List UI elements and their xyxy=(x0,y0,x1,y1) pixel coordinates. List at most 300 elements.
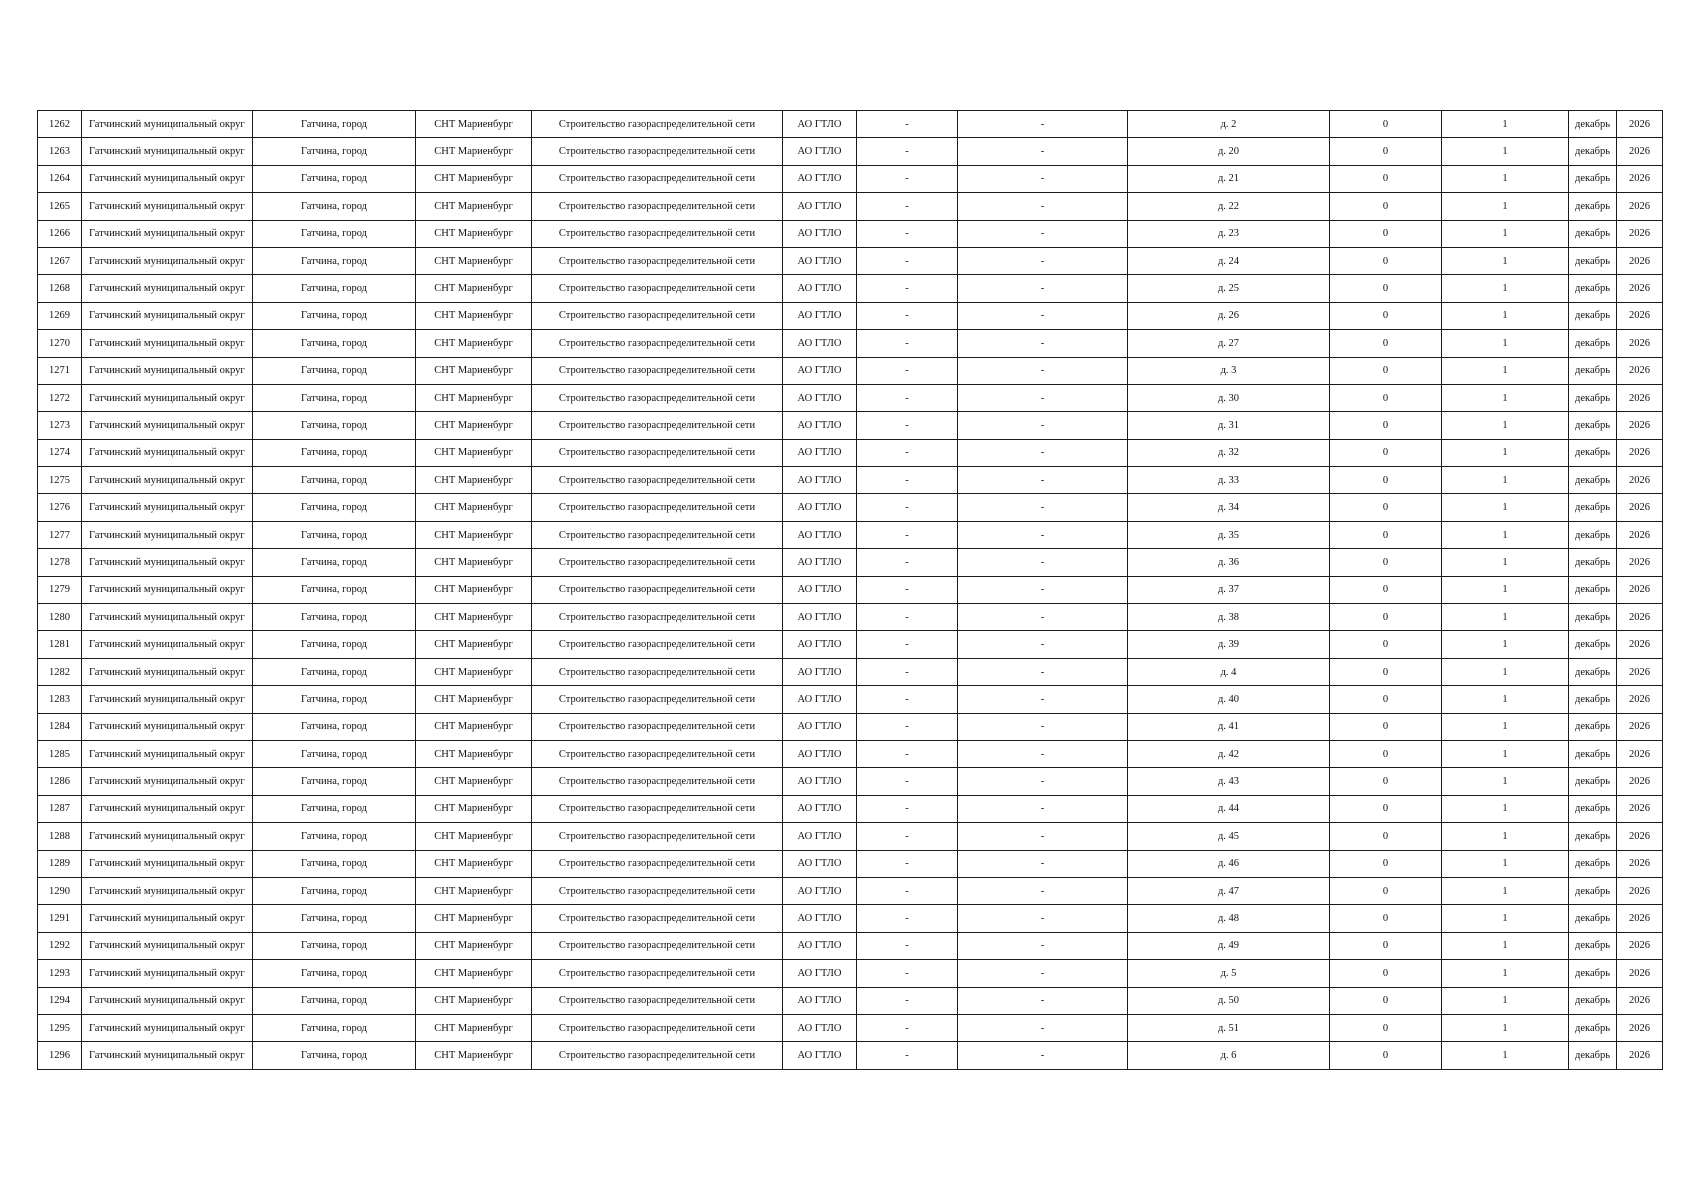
cell-organization: АО ГТЛО xyxy=(783,384,857,411)
cell-district: Гатчинский муниципальный округ xyxy=(82,494,253,521)
cell-row-number: 1265 xyxy=(38,193,82,220)
cell-building: - xyxy=(958,138,1128,165)
cell-value-b: 1 xyxy=(1442,987,1569,1014)
cell-organization: АО ГТЛО xyxy=(783,877,857,904)
cell-value-a: 0 xyxy=(1330,877,1442,904)
cell-building: - xyxy=(958,576,1128,603)
cell-row-number: 1278 xyxy=(38,549,82,576)
cell-work-type: Строительство газораспределительной сети xyxy=(532,302,783,329)
table-row xyxy=(38,905,1663,932)
cell-organization: АО ГТЛО xyxy=(783,768,857,795)
cell-district: Гатчинский муниципальный округ xyxy=(82,658,253,685)
cell-building: - xyxy=(958,467,1128,494)
cell-month: декабрь xyxy=(1569,439,1617,466)
cell-locality: Гатчина, город xyxy=(253,330,416,357)
cell-value-a: 0 xyxy=(1330,494,1442,521)
cell-building: - xyxy=(958,165,1128,192)
cell-value-a: 0 xyxy=(1330,357,1442,384)
cell-locality: Гатчина, город xyxy=(253,713,416,740)
cell-district: Гатчинский муниципальный округ xyxy=(82,877,253,904)
cell-work-type: Строительство газораспределительной сети xyxy=(532,823,783,850)
cell-row-number: 1274 xyxy=(38,439,82,466)
table-row xyxy=(38,987,1663,1014)
cell-district: Гатчинский муниципальный округ xyxy=(82,604,253,631)
cell-locality: Гатчина, город xyxy=(253,384,416,411)
cell-building: - xyxy=(958,960,1128,987)
cell-work-type: Строительство газораспределительной сети xyxy=(532,631,783,658)
cell-settlement: СНТ Мариенбург xyxy=(416,275,532,302)
cell-district: Гатчинский муниципальный округ xyxy=(82,111,253,138)
cell-locality: Гатчина, город xyxy=(253,302,416,329)
cell-settlement: СНТ Мариенбург xyxy=(416,111,532,138)
cell-street: - xyxy=(857,987,958,1014)
cell-building: - xyxy=(958,1014,1128,1041)
cell-value-a: 0 xyxy=(1330,850,1442,877)
cell-district: Гатчинский муниципальный округ xyxy=(82,138,253,165)
cell-locality: Гатчина, город xyxy=(253,275,416,302)
cell-locality: Гатчина, город xyxy=(253,439,416,466)
cell-month: декабрь xyxy=(1569,713,1617,740)
cell-value-a: 0 xyxy=(1330,247,1442,274)
cell-work-type: Строительство газораспределительной сети xyxy=(532,521,783,548)
cell-value-a: 0 xyxy=(1330,193,1442,220)
cell-row-number: 1284 xyxy=(38,713,82,740)
cell-building: - xyxy=(958,987,1128,1014)
cell-work-type: Строительство газораспределительной сети xyxy=(532,740,783,767)
cell-value-a: 0 xyxy=(1330,631,1442,658)
cell-locality: Гатчина, город xyxy=(253,412,416,439)
cell-street: - xyxy=(857,877,958,904)
cell-locality: Гатчина, город xyxy=(253,631,416,658)
cell-year: 2026 xyxy=(1617,905,1663,932)
table-row xyxy=(38,932,1663,959)
cell-district: Гатчинский муниципальный округ xyxy=(82,850,253,877)
table-row xyxy=(38,1042,1663,1069)
cell-year: 2026 xyxy=(1617,604,1663,631)
cell-year: 2026 xyxy=(1617,247,1663,274)
cell-street: - xyxy=(857,576,958,603)
cell-value-b: 1 xyxy=(1442,494,1569,521)
cell-settlement: СНТ Мариенбург xyxy=(416,740,532,767)
cell-street: - xyxy=(857,850,958,877)
cell-month: декабрь xyxy=(1569,686,1617,713)
cell-settlement: СНТ Мариенбург xyxy=(416,494,532,521)
cell-locality: Гатчина, город xyxy=(253,165,416,192)
cell-month: декабрь xyxy=(1569,330,1617,357)
cell-house: д. 51 xyxy=(1128,1014,1330,1041)
cell-organization: АО ГТЛО xyxy=(783,220,857,247)
cell-row-number: 1295 xyxy=(38,1014,82,1041)
cell-settlement: СНТ Мариенбург xyxy=(416,713,532,740)
cell-organization: АО ГТЛО xyxy=(783,905,857,932)
cell-value-b: 1 xyxy=(1442,905,1569,932)
cell-street: - xyxy=(857,932,958,959)
cell-work-type: Строительство газораспределительной сети xyxy=(532,768,783,795)
cell-year: 2026 xyxy=(1617,302,1663,329)
table-row xyxy=(38,960,1663,987)
cell-locality: Гатчина, город xyxy=(253,905,416,932)
cell-year: 2026 xyxy=(1617,932,1663,959)
cell-street: - xyxy=(857,631,958,658)
cell-district: Гатчинский муниципальный округ xyxy=(82,932,253,959)
cell-row-number: 1264 xyxy=(38,165,82,192)
table-row xyxy=(38,549,1663,576)
cell-month: декабрь xyxy=(1569,193,1617,220)
cell-organization: АО ГТЛО xyxy=(783,302,857,329)
cell-district: Гатчинский муниципальный округ xyxy=(82,165,253,192)
cell-locality: Гатчина, город xyxy=(253,576,416,603)
cell-locality: Гатчина, город xyxy=(253,658,416,685)
cell-value-a: 0 xyxy=(1330,740,1442,767)
cell-month: декабрь xyxy=(1569,302,1617,329)
cell-value-b: 1 xyxy=(1442,576,1569,603)
cell-locality: Гатчина, город xyxy=(253,467,416,494)
cell-building: - xyxy=(958,549,1128,576)
cell-value-b: 1 xyxy=(1442,713,1569,740)
cell-building: - xyxy=(958,740,1128,767)
cell-row-number: 1275 xyxy=(38,467,82,494)
cell-row-number: 1266 xyxy=(38,220,82,247)
cell-building: - xyxy=(958,877,1128,904)
cell-organization: АО ГТЛО xyxy=(783,576,857,603)
cell-year: 2026 xyxy=(1617,165,1663,192)
cell-year: 2026 xyxy=(1617,439,1663,466)
cell-month: декабрь xyxy=(1569,165,1617,192)
cell-house: д. 30 xyxy=(1128,384,1330,411)
cell-settlement: СНТ Мариенбург xyxy=(416,658,532,685)
cell-row-number: 1272 xyxy=(38,384,82,411)
table-row xyxy=(38,138,1663,165)
cell-year: 2026 xyxy=(1617,768,1663,795)
cell-district: Гатчинский муниципальный округ xyxy=(82,302,253,329)
cell-work-type: Строительство газораспределительной сети xyxy=(532,576,783,603)
cell-month: декабрь xyxy=(1569,220,1617,247)
cell-house: д. 49 xyxy=(1128,932,1330,959)
cell-organization: АО ГТЛО xyxy=(783,987,857,1014)
cell-value-a: 0 xyxy=(1330,905,1442,932)
cell-value-b: 1 xyxy=(1442,658,1569,685)
cell-street: - xyxy=(857,1014,958,1041)
table-row xyxy=(38,165,1663,192)
cell-building: - xyxy=(958,357,1128,384)
cell-work-type: Строительство газораспределительной сети xyxy=(532,247,783,274)
cell-street: - xyxy=(857,247,958,274)
cell-district: Гатчинский муниципальный округ xyxy=(82,768,253,795)
cell-work-type: Строительство газораспределительной сети xyxy=(532,604,783,631)
cell-value-a: 0 xyxy=(1330,549,1442,576)
cell-value-a: 0 xyxy=(1330,823,1442,850)
cell-value-a: 0 xyxy=(1330,960,1442,987)
cell-street: - xyxy=(857,604,958,631)
cell-organization: АО ГТЛО xyxy=(783,932,857,959)
cell-locality: Гатчина, город xyxy=(253,768,416,795)
cell-row-number: 1276 xyxy=(38,494,82,521)
cell-work-type: Строительство газораспределительной сети xyxy=(532,467,783,494)
cell-value-b: 1 xyxy=(1442,165,1569,192)
cell-month: декабрь xyxy=(1569,357,1617,384)
cell-settlement: СНТ Мариенбург xyxy=(416,932,532,959)
cell-month: декабрь xyxy=(1569,740,1617,767)
cell-row-number: 1270 xyxy=(38,330,82,357)
cell-value-a: 0 xyxy=(1330,384,1442,411)
cell-value-a: 0 xyxy=(1330,658,1442,685)
table-row xyxy=(38,111,1663,138)
cell-value-a: 0 xyxy=(1330,302,1442,329)
cell-row-number: 1281 xyxy=(38,631,82,658)
table-row xyxy=(38,576,1663,603)
cell-street: - xyxy=(857,823,958,850)
cell-year: 2026 xyxy=(1617,987,1663,1014)
cell-work-type: Строительство газораспределительной сети xyxy=(532,713,783,740)
cell-year: 2026 xyxy=(1617,384,1663,411)
cell-house: д. 26 xyxy=(1128,302,1330,329)
table-row xyxy=(38,330,1663,357)
cell-district: Гатчинский муниципальный округ xyxy=(82,987,253,1014)
cell-settlement: СНТ Мариенбург xyxy=(416,247,532,274)
cell-house: д. 35 xyxy=(1128,521,1330,548)
cell-year: 2026 xyxy=(1617,1014,1663,1041)
cell-district: Гатчинский муниципальный округ xyxy=(82,357,253,384)
cell-year: 2026 xyxy=(1617,658,1663,685)
cell-street: - xyxy=(857,412,958,439)
cell-building: - xyxy=(958,521,1128,548)
cell-organization: АО ГТЛО xyxy=(783,521,857,548)
table-row xyxy=(38,494,1663,521)
cell-month: декабрь xyxy=(1569,795,1617,822)
cell-street: - xyxy=(857,521,958,548)
cell-locality: Гатчина, город xyxy=(253,138,416,165)
cell-value-b: 1 xyxy=(1442,686,1569,713)
cell-month: декабрь xyxy=(1569,960,1617,987)
cell-row-number: 1288 xyxy=(38,823,82,850)
cell-house: д. 40 xyxy=(1128,686,1330,713)
cell-month: декабрь xyxy=(1569,494,1617,521)
cell-organization: АО ГТЛО xyxy=(783,330,857,357)
cell-month: декабрь xyxy=(1569,138,1617,165)
cell-organization: АО ГТЛО xyxy=(783,658,857,685)
cell-building: - xyxy=(958,439,1128,466)
cell-value-a: 0 xyxy=(1330,768,1442,795)
cell-organization: АО ГТЛО xyxy=(783,686,857,713)
cell-settlement: СНТ Мариенбург xyxy=(416,193,532,220)
cell-house: д. 3 xyxy=(1128,357,1330,384)
cell-settlement: СНТ Мариенбург xyxy=(416,138,532,165)
cell-settlement: СНТ Мариенбург xyxy=(416,850,532,877)
table-row xyxy=(38,850,1663,877)
table-row xyxy=(38,740,1663,767)
cell-year: 2026 xyxy=(1617,631,1663,658)
cell-settlement: СНТ Мариенбург xyxy=(416,439,532,466)
cell-value-b: 1 xyxy=(1442,302,1569,329)
cell-building: - xyxy=(958,713,1128,740)
table-row xyxy=(38,302,1663,329)
cell-value-b: 1 xyxy=(1442,357,1569,384)
cell-house: д. 22 xyxy=(1128,193,1330,220)
cell-organization: АО ГТЛО xyxy=(783,1014,857,1041)
cell-month: декабрь xyxy=(1569,576,1617,603)
cell-settlement: СНТ Мариенбург xyxy=(416,631,532,658)
cell-settlement: СНТ Мариенбург xyxy=(416,768,532,795)
table-row xyxy=(38,220,1663,247)
cell-house: д. 46 xyxy=(1128,850,1330,877)
cell-year: 2026 xyxy=(1617,412,1663,439)
cell-district: Гатчинский муниципальный округ xyxy=(82,960,253,987)
cell-settlement: СНТ Мариенбург xyxy=(416,467,532,494)
cell-locality: Гатчина, город xyxy=(253,220,416,247)
cell-month: декабрь xyxy=(1569,768,1617,795)
cell-house: д. 34 xyxy=(1128,494,1330,521)
cell-month: декабрь xyxy=(1569,412,1617,439)
cell-work-type: Строительство газораспределительной сети xyxy=(532,877,783,904)
cell-street: - xyxy=(857,960,958,987)
cell-year: 2026 xyxy=(1617,686,1663,713)
cell-value-a: 0 xyxy=(1330,987,1442,1014)
cell-locality: Гатчина, город xyxy=(253,247,416,274)
cell-work-type: Строительство газораспределительной сети xyxy=(532,795,783,822)
cell-house: д. 20 xyxy=(1128,138,1330,165)
cell-organization: АО ГТЛО xyxy=(783,823,857,850)
cell-value-b: 1 xyxy=(1442,795,1569,822)
cell-row-number: 1286 xyxy=(38,768,82,795)
cell-year: 2026 xyxy=(1617,960,1663,987)
table-row xyxy=(38,439,1663,466)
cell-district: Гатчинский муниципальный округ xyxy=(82,631,253,658)
cell-month: декабрь xyxy=(1569,467,1617,494)
cell-district: Гатчинский муниципальный округ xyxy=(82,275,253,302)
cell-organization: АО ГТЛО xyxy=(783,357,857,384)
cell-building: - xyxy=(958,823,1128,850)
cell-district: Гатчинский муниципальный округ xyxy=(82,412,253,439)
cell-street: - xyxy=(857,740,958,767)
cell-value-a: 0 xyxy=(1330,439,1442,466)
cell-house: д. 25 xyxy=(1128,275,1330,302)
cell-street: - xyxy=(857,1042,958,1069)
cell-building: - xyxy=(958,604,1128,631)
table-row xyxy=(38,795,1663,822)
table-body xyxy=(38,111,1663,1070)
cell-value-b: 1 xyxy=(1442,412,1569,439)
cell-district: Гатчинский муниципальный округ xyxy=(82,467,253,494)
cell-district: Гатчинский муниципальный округ xyxy=(82,823,253,850)
cell-work-type: Строительство газораспределительной сети xyxy=(532,330,783,357)
cell-value-a: 0 xyxy=(1330,795,1442,822)
table-row xyxy=(38,713,1663,740)
cell-year: 2026 xyxy=(1617,850,1663,877)
cell-row-number: 1273 xyxy=(38,412,82,439)
cell-row-number: 1292 xyxy=(38,932,82,959)
cell-work-type: Строительство газораспределительной сети xyxy=(532,193,783,220)
cell-month: декабрь xyxy=(1569,549,1617,576)
cell-row-number: 1287 xyxy=(38,795,82,822)
table-row xyxy=(38,521,1663,548)
cell-value-b: 1 xyxy=(1442,1042,1569,1069)
cell-house: д. 39 xyxy=(1128,631,1330,658)
gasification-schedule-table xyxy=(37,110,1663,1070)
cell-value-a: 0 xyxy=(1330,713,1442,740)
cell-building: - xyxy=(958,111,1128,138)
cell-work-type: Строительство газораспределительной сети xyxy=(532,138,783,165)
cell-street: - xyxy=(857,275,958,302)
cell-work-type: Строительство газораспределительной сети xyxy=(532,987,783,1014)
cell-row-number: 1296 xyxy=(38,1042,82,1069)
cell-organization: АО ГТЛО xyxy=(783,740,857,767)
cell-work-type: Строительство газораспределительной сети xyxy=(532,850,783,877)
cell-settlement: СНТ Мариенбург xyxy=(416,384,532,411)
cell-month: декабрь xyxy=(1569,631,1617,658)
cell-house: д. 44 xyxy=(1128,795,1330,822)
cell-district: Гатчинский муниципальный округ xyxy=(82,247,253,274)
table-row xyxy=(38,604,1663,631)
table-row xyxy=(38,275,1663,302)
cell-settlement: СНТ Мариенбург xyxy=(416,1014,532,1041)
cell-street: - xyxy=(857,658,958,685)
cell-work-type: Строительство газораспределительной сети xyxy=(532,412,783,439)
table-row xyxy=(38,412,1663,439)
cell-month: декабрь xyxy=(1569,823,1617,850)
cell-street: - xyxy=(857,384,958,411)
cell-row-number: 1267 xyxy=(38,247,82,274)
cell-organization: АО ГТЛО xyxy=(783,494,857,521)
table-row xyxy=(38,193,1663,220)
cell-street: - xyxy=(857,795,958,822)
cell-row-number: 1283 xyxy=(38,686,82,713)
cell-row-number: 1289 xyxy=(38,850,82,877)
cell-locality: Гатчина, город xyxy=(253,850,416,877)
cell-work-type: Строительство газораспределительной сети xyxy=(532,494,783,521)
cell-settlement: СНТ Мариенбург xyxy=(416,604,532,631)
cell-building: - xyxy=(958,330,1128,357)
cell-settlement: СНТ Мариенбург xyxy=(416,412,532,439)
cell-work-type: Строительство газораспределительной сети xyxy=(532,905,783,932)
cell-year: 2026 xyxy=(1617,740,1663,767)
cell-row-number: 1291 xyxy=(38,905,82,932)
cell-locality: Гатчина, город xyxy=(253,111,416,138)
cell-month: декабрь xyxy=(1569,247,1617,274)
cell-year: 2026 xyxy=(1617,275,1663,302)
cell-house: д. 4 xyxy=(1128,658,1330,685)
cell-month: декабрь xyxy=(1569,932,1617,959)
cell-house: д. 2 xyxy=(1128,111,1330,138)
cell-street: - xyxy=(857,193,958,220)
cell-row-number: 1282 xyxy=(38,658,82,685)
cell-value-b: 1 xyxy=(1442,330,1569,357)
cell-year: 2026 xyxy=(1617,795,1663,822)
cell-building: - xyxy=(958,494,1128,521)
cell-value-b: 1 xyxy=(1442,960,1569,987)
cell-street: - xyxy=(857,111,958,138)
table-row xyxy=(38,631,1663,658)
cell-value-b: 1 xyxy=(1442,877,1569,904)
cell-value-a: 0 xyxy=(1330,111,1442,138)
cell-year: 2026 xyxy=(1617,549,1663,576)
cell-work-type: Строительство газораспределительной сети xyxy=(532,220,783,247)
cell-locality: Гатчина, город xyxy=(253,494,416,521)
cell-month: декабрь xyxy=(1569,604,1617,631)
cell-district: Гатчинский муниципальный округ xyxy=(82,549,253,576)
cell-value-b: 1 xyxy=(1442,631,1569,658)
cell-organization: АО ГТЛО xyxy=(783,549,857,576)
cell-organization: АО ГТЛО xyxy=(783,193,857,220)
cell-year: 2026 xyxy=(1617,220,1663,247)
cell-value-b: 1 xyxy=(1442,850,1569,877)
cell-work-type: Строительство газораспределительной сети xyxy=(532,111,783,138)
cell-value-a: 0 xyxy=(1330,138,1442,165)
cell-value-b: 1 xyxy=(1442,768,1569,795)
cell-year: 2026 xyxy=(1617,823,1663,850)
cell-work-type: Строительство газораспределительной сети xyxy=(532,384,783,411)
cell-house: д. 6 xyxy=(1128,1042,1330,1069)
cell-row-number: 1271 xyxy=(38,357,82,384)
